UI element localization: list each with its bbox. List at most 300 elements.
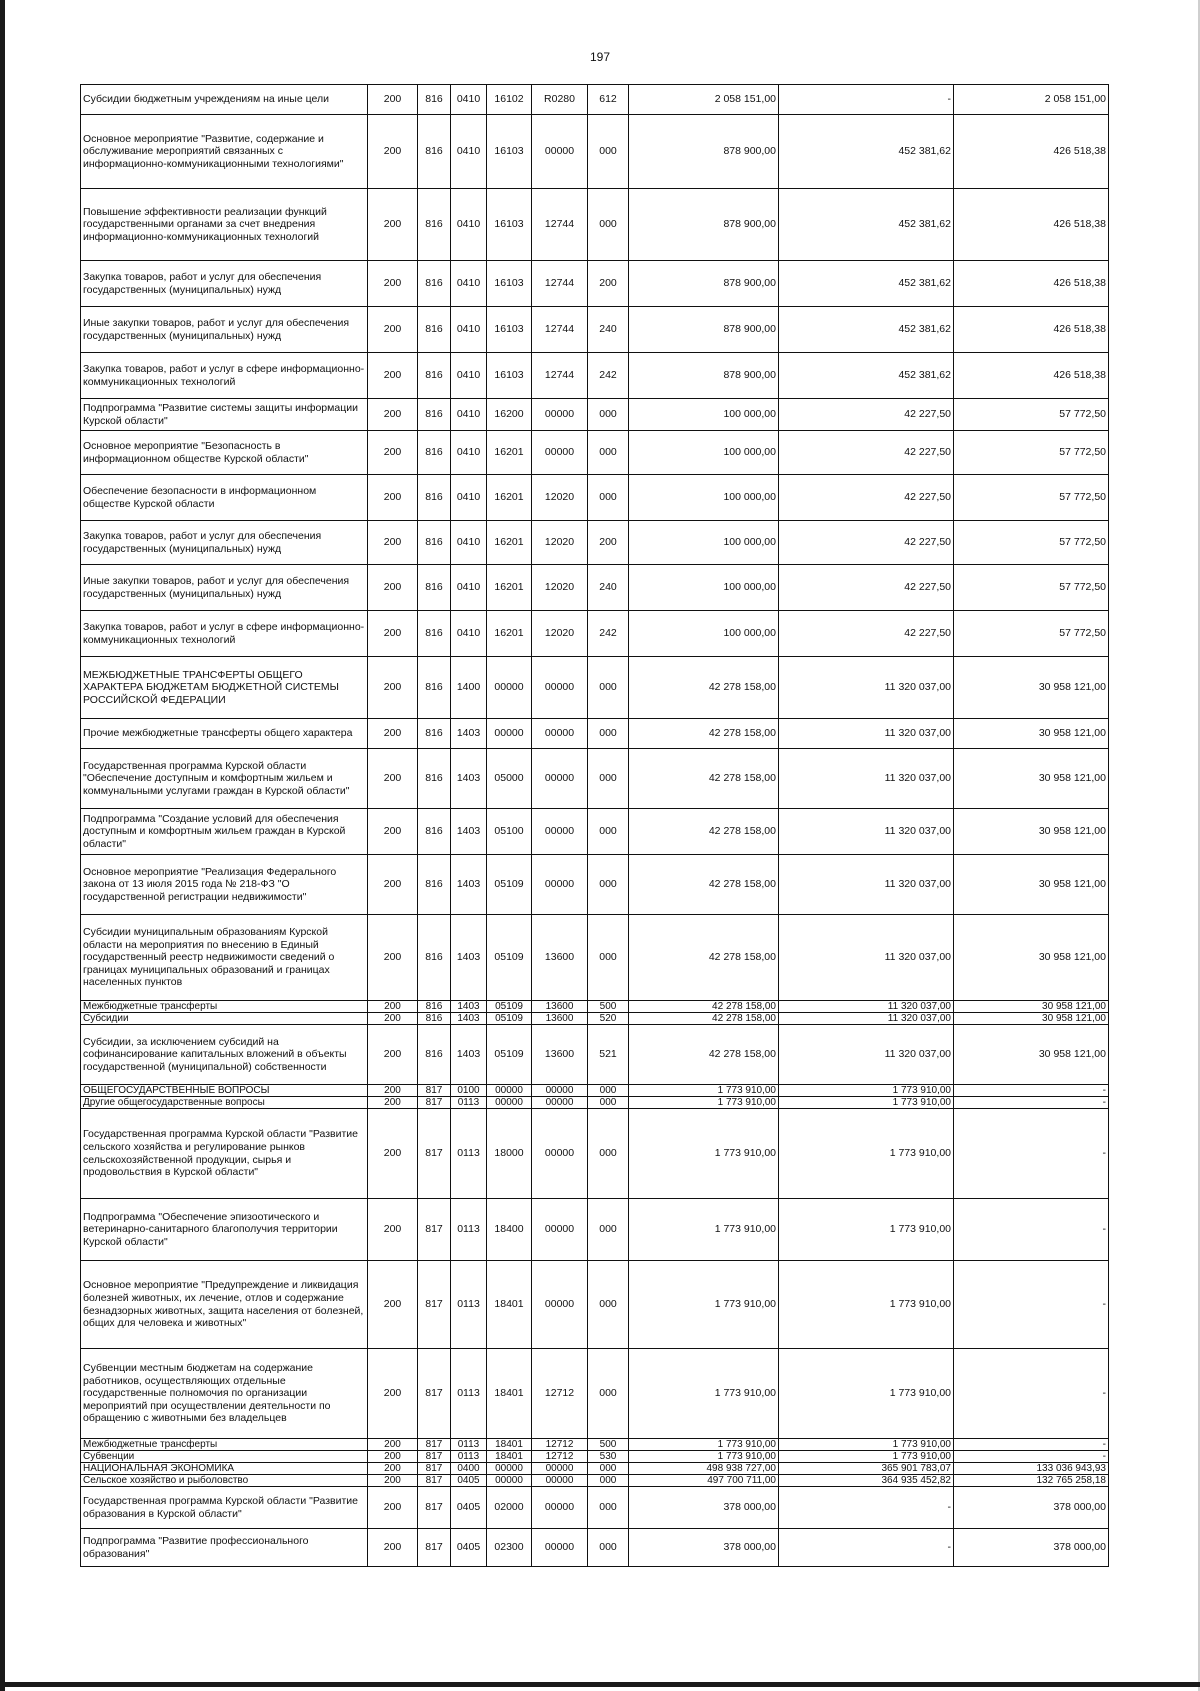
table-row	[81, 1085, 1109, 1097]
cell-grbs: 200	[368, 855, 418, 915]
cell-vr: 200	[588, 261, 629, 307]
cell-remainder: -	[954, 1097, 1109, 1109]
cell-name: Иные закупки товаров, работ и услуг для обеспечения государственных (муниципальных) нужд	[81, 565, 368, 611]
cell-vr: 000	[588, 115, 629, 189]
cell-name: Подпрограмма "Создание условий для обеспечения доступным и комфортным жильем граждан в Курской области"	[81, 809, 368, 855]
cell-executed: 42 227,50	[779, 431, 954, 475]
cell-remainder: -	[954, 1349, 1109, 1439]
cell-grbs: 200	[368, 115, 418, 189]
cell-direction: 00000	[532, 1529, 588, 1567]
cell-program: 00000	[487, 1085, 532, 1097]
cell-remainder: -	[954, 1109, 1109, 1199]
cell-ved: 817	[418, 1349, 451, 1439]
cell-executed: -	[779, 1529, 954, 1567]
cell-plan: 100 000,00	[629, 565, 779, 611]
cell-vr: 000	[588, 1475, 629, 1487]
cell-ved: 816	[418, 307, 451, 353]
cell-ved: 817	[418, 1199, 451, 1261]
cell-remainder: 132 765 258,18	[954, 1475, 1109, 1487]
cell-plan: 42 278 158,00	[629, 1025, 779, 1085]
cell-grbs: 200	[368, 657, 418, 719]
cell-executed: 1 773 910,00	[779, 1085, 954, 1097]
cell-rz-pr: 0410	[451, 521, 487, 565]
cell-plan: 498 938 727,00	[629, 1463, 779, 1475]
cell-ved: 817	[418, 1487, 451, 1529]
cell-executed: 452 381,62	[779, 189, 954, 261]
cell-plan: 1 773 910,00	[629, 1439, 779, 1451]
cell-vr: 000	[588, 657, 629, 719]
cell-remainder: 133 036 943,93	[954, 1463, 1109, 1475]
cell-direction: 13600	[532, 1025, 588, 1085]
cell-vr: 000	[588, 189, 629, 261]
cell-rz-pr: 1403	[451, 855, 487, 915]
table-row	[81, 915, 1109, 1001]
cell-vr: 000	[588, 399, 629, 431]
cell-grbs: 200	[368, 1013, 418, 1025]
table-row	[81, 1097, 1109, 1109]
cell-remainder: -	[954, 1085, 1109, 1097]
cell-direction: R0280	[532, 85, 588, 115]
cell-ved: 816	[418, 189, 451, 261]
cell-direction: 00000	[532, 1097, 588, 1109]
cell-direction: 00000	[532, 749, 588, 809]
cell-rz-pr: 0410	[451, 353, 487, 399]
cell-rz-pr: 0100	[451, 1085, 487, 1097]
cell-program: 16102	[487, 85, 532, 115]
cell-plan: 42 278 158,00	[629, 1001, 779, 1013]
cell-vr: 530	[588, 1451, 629, 1463]
cell-plan: 100 000,00	[629, 611, 779, 657]
cell-grbs: 200	[368, 1025, 418, 1085]
cell-rz-pr: 0410	[451, 475, 487, 521]
cell-remainder: 426 518,38	[954, 189, 1109, 261]
cell-vr: 000	[588, 749, 629, 809]
cell-grbs: 200	[368, 809, 418, 855]
cell-remainder: 57 772,50	[954, 399, 1109, 431]
cell-program: 02000	[487, 1487, 532, 1529]
table-row	[81, 809, 1109, 855]
cell-remainder: 57 772,50	[954, 475, 1109, 521]
cell-name: Субвенции	[81, 1451, 368, 1463]
table-row	[81, 719, 1109, 749]
cell-grbs: 200	[368, 749, 418, 809]
cell-executed: 11 320 037,00	[779, 1001, 954, 1013]
cell-remainder: 426 518,38	[954, 115, 1109, 189]
cell-name: ОБЩЕГОСУДАРСТВЕННЫЕ ВОПРОСЫ	[81, 1085, 368, 1097]
table-row	[81, 1349, 1109, 1439]
cell-program: 05109	[487, 915, 532, 1001]
cell-remainder: 378 000,00	[954, 1529, 1109, 1567]
cell-vr: 000	[588, 915, 629, 1001]
cell-program: 18400	[487, 1199, 532, 1261]
cell-vr: 000	[588, 1261, 629, 1349]
cell-grbs: 200	[368, 1261, 418, 1349]
cell-rz-pr: 1403	[451, 749, 487, 809]
cell-direction: 13600	[532, 915, 588, 1001]
cell-name: Подпрограмма "Обеспечение эпизоотического и ветеринарно-санитарного благополучия территории Курской области"	[81, 1199, 368, 1261]
cell-name: Основное мероприятие "Предупреждение и ликвидация болезней животных, их лечение, отлов и содержание безнадзорных животных, защита населения от болезней, общих для человека и животных"	[81, 1261, 368, 1349]
cell-rz-pr: 0113	[451, 1199, 487, 1261]
cell-ved: 816	[418, 353, 451, 399]
cell-grbs: 200	[368, 1097, 418, 1109]
cell-executed: 1 773 910,00	[779, 1097, 954, 1109]
cell-rz-pr: 0410	[451, 611, 487, 657]
cell-remainder: 30 958 121,00	[954, 1001, 1109, 1013]
cell-executed: 11 320 037,00	[779, 1013, 954, 1025]
cell-rz-pr: 0410	[451, 565, 487, 611]
cell-rz-pr: 1403	[451, 809, 487, 855]
cell-grbs: 200	[368, 353, 418, 399]
cell-name: Закупка товаров, работ и услуг для обеспечения государственных (муниципальных) нужд	[81, 521, 368, 565]
cell-rz-pr: 1403	[451, 915, 487, 1001]
cell-rz-pr: 0410	[451, 189, 487, 261]
cell-plan: 1 773 910,00	[629, 1085, 779, 1097]
cell-program: 16103	[487, 307, 532, 353]
table-row	[81, 475, 1109, 521]
cell-name: Государственная программа Курской области "Развитие сельского хозяйства и регулирование рынков сельскохозяйственной продукции, сырья и продовольствия в Курской области"	[81, 1109, 368, 1199]
cell-name: Закупка товаров, работ и услуг в сфере информационно-коммуникационных технологий	[81, 611, 368, 657]
cell-name: Закупка товаров, работ и услуг для обеспечения государственных (муниципальных) нужд	[81, 261, 368, 307]
cell-name: Субсидии, за исключением субсидий на софинансирование капитальных вложений в объекты государственной (муниципальной) собственности	[81, 1025, 368, 1085]
cell-rz-pr: 0113	[451, 1097, 487, 1109]
cell-vr: 000	[588, 809, 629, 855]
cell-grbs: 200	[368, 1487, 418, 1529]
cell-ved: 816	[418, 1013, 451, 1025]
cell-rz-pr: 0113	[451, 1109, 487, 1199]
cell-direction: 12712	[532, 1451, 588, 1463]
budget-table	[80, 84, 1109, 1567]
cell-direction: 12744	[532, 353, 588, 399]
cell-ved: 817	[418, 1261, 451, 1349]
cell-grbs: 200	[368, 1451, 418, 1463]
cell-rz-pr: 1403	[451, 1013, 487, 1025]
cell-grbs: 200	[368, 565, 418, 611]
cell-rz-pr: 1403	[451, 1001, 487, 1013]
cell-program: 16201	[487, 521, 532, 565]
table-row	[81, 611, 1109, 657]
cell-vr: 000	[588, 1109, 629, 1199]
cell-name: Закупка товаров, работ и услуг в сфере информационно-коммуникационных технологий	[81, 353, 368, 399]
cell-name: Государственная программа Курской области "Обеспечение доступным и комфортным жильем и коммунальными услугами граждан в Курской области"	[81, 749, 368, 809]
cell-rz-pr: 0113	[451, 1451, 487, 1463]
cell-program: 16103	[487, 115, 532, 189]
cell-executed: 42 227,50	[779, 475, 954, 521]
cell-direction: 00000	[532, 1199, 588, 1261]
cell-program: 18401	[487, 1451, 532, 1463]
cell-direction: 12020	[532, 521, 588, 565]
cell-remainder: 57 772,50	[954, 565, 1109, 611]
scan-edge-left	[0, 0, 5, 1691]
cell-plan: 378 000,00	[629, 1529, 779, 1567]
cell-vr: 500	[588, 1439, 629, 1451]
cell-remainder: 57 772,50	[954, 521, 1109, 565]
cell-program: 16201	[487, 565, 532, 611]
cell-rz-pr: 1403	[451, 719, 487, 749]
cell-remainder: 30 958 121,00	[954, 719, 1109, 749]
cell-plan: 100 000,00	[629, 521, 779, 565]
cell-vr: 612	[588, 85, 629, 115]
cell-vr: 521	[588, 1025, 629, 1085]
cell-vr: 242	[588, 611, 629, 657]
cell-program: 16103	[487, 261, 532, 307]
cell-executed: 42 227,50	[779, 521, 954, 565]
cell-executed: 1 773 910,00	[779, 1109, 954, 1199]
cell-rz-pr: 0405	[451, 1475, 487, 1487]
cell-executed: 42 227,50	[779, 611, 954, 657]
cell-ved: 816	[418, 809, 451, 855]
cell-name: НАЦИОНАЛЬНАЯ ЭКОНОМИКА	[81, 1463, 368, 1475]
cell-vr: 000	[588, 1349, 629, 1439]
cell-rz-pr: 0410	[451, 307, 487, 353]
cell-direction: 00000	[532, 1085, 588, 1097]
cell-executed: 42 227,50	[779, 565, 954, 611]
cell-plan: 42 278 158,00	[629, 855, 779, 915]
cell-vr: 240	[588, 565, 629, 611]
cell-direction: 00000	[532, 431, 588, 475]
table-row	[81, 1025, 1109, 1085]
table-row	[81, 1001, 1109, 1013]
cell-remainder: 30 958 121,00	[954, 855, 1109, 915]
cell-grbs: 200	[368, 307, 418, 353]
cell-plan: 42 278 158,00	[629, 749, 779, 809]
cell-ved: 816	[418, 85, 451, 115]
table-row	[81, 1199, 1109, 1261]
cell-grbs: 200	[368, 1529, 418, 1567]
cell-ved: 817	[418, 1439, 451, 1451]
cell-ved: 817	[418, 1475, 451, 1487]
cell-ved: 816	[418, 399, 451, 431]
cell-grbs: 200	[368, 521, 418, 565]
cell-executed: 11 320 037,00	[779, 657, 954, 719]
table-row	[81, 399, 1109, 431]
cell-vr: 240	[588, 307, 629, 353]
cell-plan: 497 700 711,00	[629, 1475, 779, 1487]
cell-direction: 12020	[532, 475, 588, 521]
cell-remainder: 57 772,50	[954, 431, 1109, 475]
cell-plan: 42 278 158,00	[629, 657, 779, 719]
cell-grbs: 200	[368, 475, 418, 521]
table-row	[81, 1451, 1109, 1463]
cell-rz-pr: 1400	[451, 657, 487, 719]
cell-vr: 000	[588, 431, 629, 475]
table-row	[81, 1109, 1109, 1199]
cell-program: 16201	[487, 475, 532, 521]
cell-vr: 000	[588, 1199, 629, 1261]
cell-direction: 13600	[532, 1001, 588, 1013]
cell-name: Межбюджетные трансферты	[81, 1001, 368, 1013]
cell-name: Другие общегосударственные вопросы	[81, 1097, 368, 1109]
cell-remainder: 57 772,50	[954, 611, 1109, 657]
cell-grbs: 200	[368, 1085, 418, 1097]
cell-name: Основное мероприятие "Безопасность в информационном обществе Курской области"	[81, 431, 368, 475]
cell-direction: 00000	[532, 1475, 588, 1487]
cell-program: 16200	[487, 399, 532, 431]
cell-executed: -	[779, 1487, 954, 1529]
cell-ved: 816	[418, 475, 451, 521]
cell-program: 00000	[487, 1097, 532, 1109]
cell-ved: 817	[418, 1529, 451, 1567]
cell-grbs: 200	[368, 399, 418, 431]
cell-ved: 816	[418, 1001, 451, 1013]
cell-vr: 242	[588, 353, 629, 399]
cell-ved: 817	[418, 1463, 451, 1475]
table-row	[81, 1487, 1109, 1529]
cell-grbs: 200	[368, 1439, 418, 1451]
cell-executed: 1 773 910,00	[779, 1451, 954, 1463]
table-row	[81, 261, 1109, 307]
table-row	[81, 307, 1109, 353]
cell-remainder: 426 518,38	[954, 261, 1109, 307]
cell-plan: 2 058 151,00	[629, 85, 779, 115]
table-row	[81, 1439, 1109, 1451]
table-row	[81, 1475, 1109, 1487]
cell-name: Иные закупки товаров, работ и услуг для обеспечения государственных (муниципальных) нужд	[81, 307, 368, 353]
cell-program: 05109	[487, 1001, 532, 1013]
cell-executed: 452 381,62	[779, 115, 954, 189]
table-row	[81, 189, 1109, 261]
cell-rz-pr: 0410	[451, 85, 487, 115]
table-row	[81, 657, 1109, 719]
cell-name: Прочие межбюджетные трансферты общего характера	[81, 719, 368, 749]
cell-vr: 000	[588, 1085, 629, 1097]
cell-plan: 42 278 158,00	[629, 915, 779, 1001]
cell-plan: 100 000,00	[629, 431, 779, 475]
cell-rz-pr: 0405	[451, 1487, 487, 1529]
cell-direction: 12744	[532, 261, 588, 307]
cell-plan: 878 900,00	[629, 189, 779, 261]
cell-executed: -	[779, 85, 954, 115]
cell-name: Обеспечение безопасности в информационном обществе Курской области	[81, 475, 368, 521]
cell-vr: 520	[588, 1013, 629, 1025]
cell-vr: 000	[588, 1463, 629, 1475]
cell-plan: 878 900,00	[629, 115, 779, 189]
cell-executed: 11 320 037,00	[779, 749, 954, 809]
cell-plan: 878 900,00	[629, 307, 779, 353]
table-row	[81, 1261, 1109, 1349]
cell-remainder: 30 958 121,00	[954, 809, 1109, 855]
cell-plan: 1 773 910,00	[629, 1451, 779, 1463]
cell-rz-pr: 0113	[451, 1349, 487, 1439]
cell-direction: 00000	[532, 115, 588, 189]
table-row	[81, 1463, 1109, 1475]
cell-direction: 00000	[532, 1487, 588, 1529]
cell-direction: 12020	[532, 565, 588, 611]
cell-executed: 365 901 783,07	[779, 1463, 954, 1475]
cell-direction: 12744	[532, 189, 588, 261]
cell-direction: 12020	[532, 611, 588, 657]
cell-rz-pr: 0410	[451, 431, 487, 475]
cell-ved: 816	[418, 431, 451, 475]
cell-rz-pr: 0410	[451, 399, 487, 431]
cell-executed: 452 381,62	[779, 261, 954, 307]
cell-rz-pr: 0405	[451, 1529, 487, 1567]
cell-grbs: 200	[368, 261, 418, 307]
cell-vr: 000	[588, 475, 629, 521]
cell-remainder: 30 958 121,00	[954, 1025, 1109, 1085]
cell-plan: 1 773 910,00	[629, 1109, 779, 1199]
cell-executed: 364 935 452,82	[779, 1475, 954, 1487]
table-row	[81, 565, 1109, 611]
cell-plan: 1 773 910,00	[629, 1349, 779, 1439]
cell-direction: 00000	[532, 809, 588, 855]
cell-ved: 817	[418, 1451, 451, 1463]
cell-plan: 1 773 910,00	[629, 1097, 779, 1109]
cell-plan: 42 278 158,00	[629, 719, 779, 749]
cell-ved: 816	[418, 565, 451, 611]
cell-program: 16103	[487, 189, 532, 261]
cell-remainder: -	[954, 1199, 1109, 1261]
cell-direction: 00000	[532, 1463, 588, 1475]
cell-name: Государственная программа Курской области "Развитие образования в Курской области"	[81, 1487, 368, 1529]
cell-rz-pr: 0113	[451, 1261, 487, 1349]
page-number: 197	[589, 50, 611, 64]
cell-ved: 816	[418, 611, 451, 657]
cell-plan: 100 000,00	[629, 475, 779, 521]
cell-vr: 500	[588, 1001, 629, 1013]
cell-ved: 816	[418, 749, 451, 809]
cell-name: Межбюджетные трансферты	[81, 1439, 368, 1451]
cell-remainder: 30 958 121,00	[954, 749, 1109, 809]
cell-program: 00000	[487, 1475, 532, 1487]
cell-remainder: 30 958 121,00	[954, 915, 1109, 1001]
cell-plan: 100 000,00	[629, 399, 779, 431]
cell-grbs: 200	[368, 431, 418, 475]
cell-program: 02300	[487, 1529, 532, 1567]
table-row	[81, 855, 1109, 915]
cell-name: Субсидии муниципальным образованиям Курской области на мероприятия по внесению в Единый государственный реестр недвижимости сведений о границах муниципальных образований и границах населенных пунктов	[81, 915, 368, 1001]
cell-vr: 000	[588, 1529, 629, 1567]
cell-remainder: -	[954, 1439, 1109, 1451]
cell-direction: 12712	[532, 1439, 588, 1451]
cell-name: Субвенции местным бюджетам на содержание работников, осуществляющих отдельные государственные полномочия по организации мероприятий при осуществлении деятельности по обращению с животными без владельцев	[81, 1349, 368, 1439]
cell-grbs: 200	[368, 1475, 418, 1487]
cell-direction: 00000	[532, 1109, 588, 1199]
cell-remainder: 378 000,00	[954, 1487, 1109, 1529]
table-row	[81, 1529, 1109, 1567]
cell-ved: 816	[418, 261, 451, 307]
cell-executed: 11 320 037,00	[779, 719, 954, 749]
cell-grbs: 200	[368, 85, 418, 115]
cell-program: 05000	[487, 749, 532, 809]
cell-plan: 42 278 158,00	[629, 809, 779, 855]
cell-executed: 11 320 037,00	[779, 855, 954, 915]
cell-ved: 816	[418, 657, 451, 719]
table-row	[81, 521, 1109, 565]
cell-program: 18000	[487, 1109, 532, 1199]
cell-plan: 878 900,00	[629, 261, 779, 307]
cell-grbs: 200	[368, 1349, 418, 1439]
cell-direction: 12712	[532, 1349, 588, 1439]
cell-executed: 1 773 910,00	[779, 1199, 954, 1261]
cell-rz-pr: 0410	[451, 261, 487, 307]
cell-vr: 200	[588, 521, 629, 565]
cell-direction: 00000	[532, 1261, 588, 1349]
cell-ved: 817	[418, 1097, 451, 1109]
cell-plan: 378 000,00	[629, 1487, 779, 1529]
cell-rz-pr: 0410	[451, 115, 487, 189]
cell-program: 00000	[487, 719, 532, 749]
cell-program: 16201	[487, 431, 532, 475]
cell-direction: 00000	[532, 657, 588, 719]
cell-direction: 00000	[532, 399, 588, 431]
cell-ved: 816	[418, 521, 451, 565]
cell-executed: 452 381,62	[779, 353, 954, 399]
cell-grbs: 200	[368, 1463, 418, 1475]
cell-program: 00000	[487, 1463, 532, 1475]
cell-grbs: 200	[368, 189, 418, 261]
cell-ved: 816	[418, 719, 451, 749]
cell-executed: 1 773 910,00	[779, 1261, 954, 1349]
